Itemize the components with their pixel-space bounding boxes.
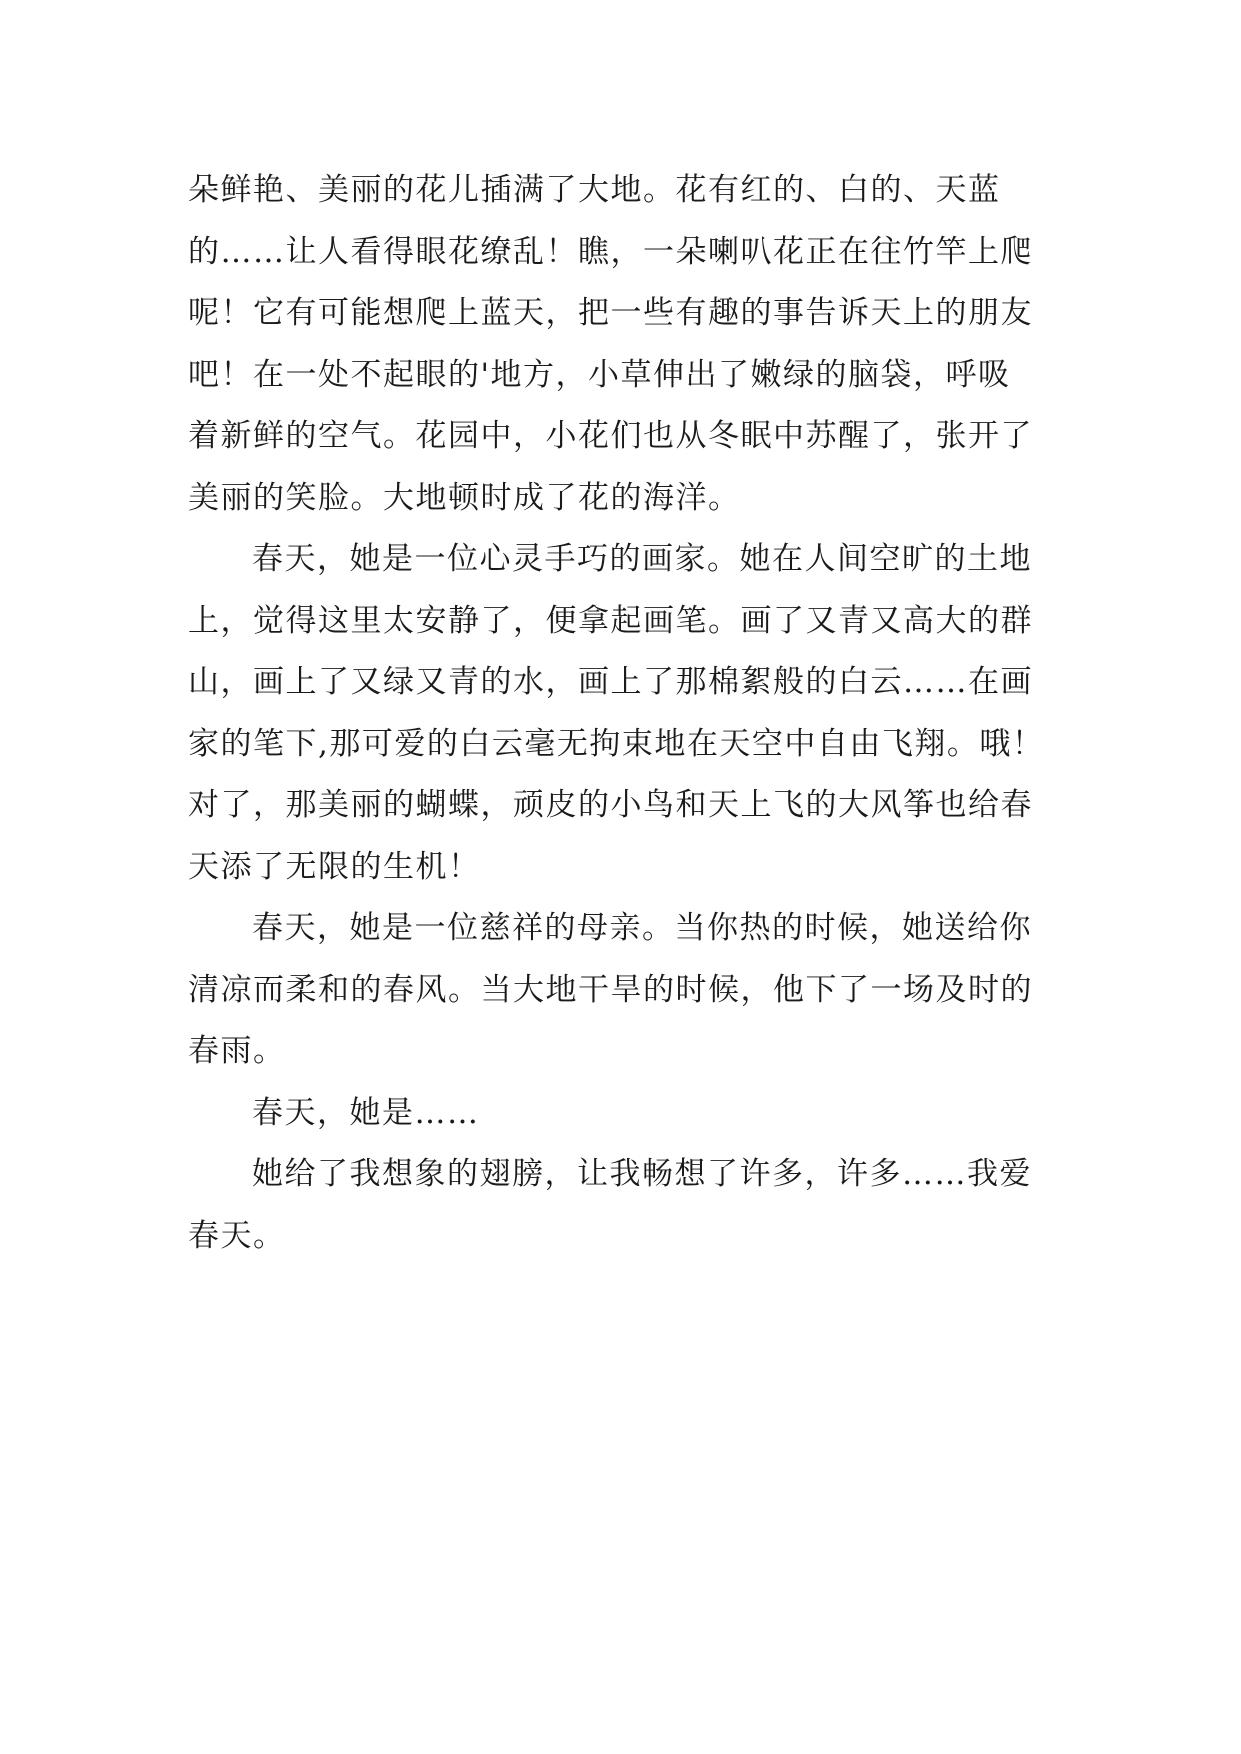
text-line: 朵鲜艳、美丽的花儿插满了大地。花有红的、白的、天蓝 xyxy=(188,172,1001,208)
text-line: 家的笔下,那可爱的白云毫无拘束地在天空中自由飞翔。哦！ xyxy=(188,725,1045,762)
text-line: 春天，她是一位慈祥的母亲。当你热的时候，她送给你 xyxy=(252,910,1032,946)
paragraph-2 xyxy=(188,529,1056,898)
text-line: 美丽的笑脸。大地顿时成了花的海洋。 xyxy=(188,479,741,516)
paragraph-4 xyxy=(188,1083,1056,1145)
text-line: 上，觉得这里太安静了，便拿起画笔。画了又青又高大的群 xyxy=(188,602,1033,639)
text-line: 清凉而柔和的春风。当大地干旱的时候，他下了一场及时的 xyxy=(188,971,1033,1008)
text-line: 吧！在一处不起眼的'地方，小草伸出了嫩绿的脑袋，呼吸 xyxy=(188,356,1011,393)
paragraph-5 xyxy=(188,1144,1056,1267)
document-body xyxy=(188,160,1056,1267)
paragraph-3 xyxy=(188,898,1056,1083)
text-line: 对了，那美丽的蝴蝶，顽皮的小鸟和天上飞的大风筝也给春 xyxy=(188,787,1033,823)
text-line: 春雨。 xyxy=(188,1033,286,1069)
text-line: 春天，她是…… xyxy=(252,1094,480,1131)
text-line: 山，画上了又绿又青的水，画上了那棉絮般的白云……在画 xyxy=(188,664,1033,700)
text-line: 天添了无限的生机！ xyxy=(188,848,481,885)
text-line: 着新鲜的空气。花园中，小花们也从冬眠中苏醒了，张开了 xyxy=(188,418,1033,454)
paragraph-1 xyxy=(188,160,1056,529)
text-line: 春天，她是一位心灵手巧的画家。她在人间空旷的土地 xyxy=(252,541,1032,577)
text-line: 春天。 xyxy=(188,1217,286,1254)
text-line: 她给了我想象的翅膀，让我畅想了许多，许多……我爱 xyxy=(252,1156,1032,1192)
text-line: 的……让人看得眼花缭乱！瞧，一朵喇叭花正在往竹竿上爬 xyxy=(188,233,1033,270)
text-line: 呢！它有可能想爬上蓝天，把一些有趣的事告诉天上的朋友 xyxy=(188,295,1033,331)
